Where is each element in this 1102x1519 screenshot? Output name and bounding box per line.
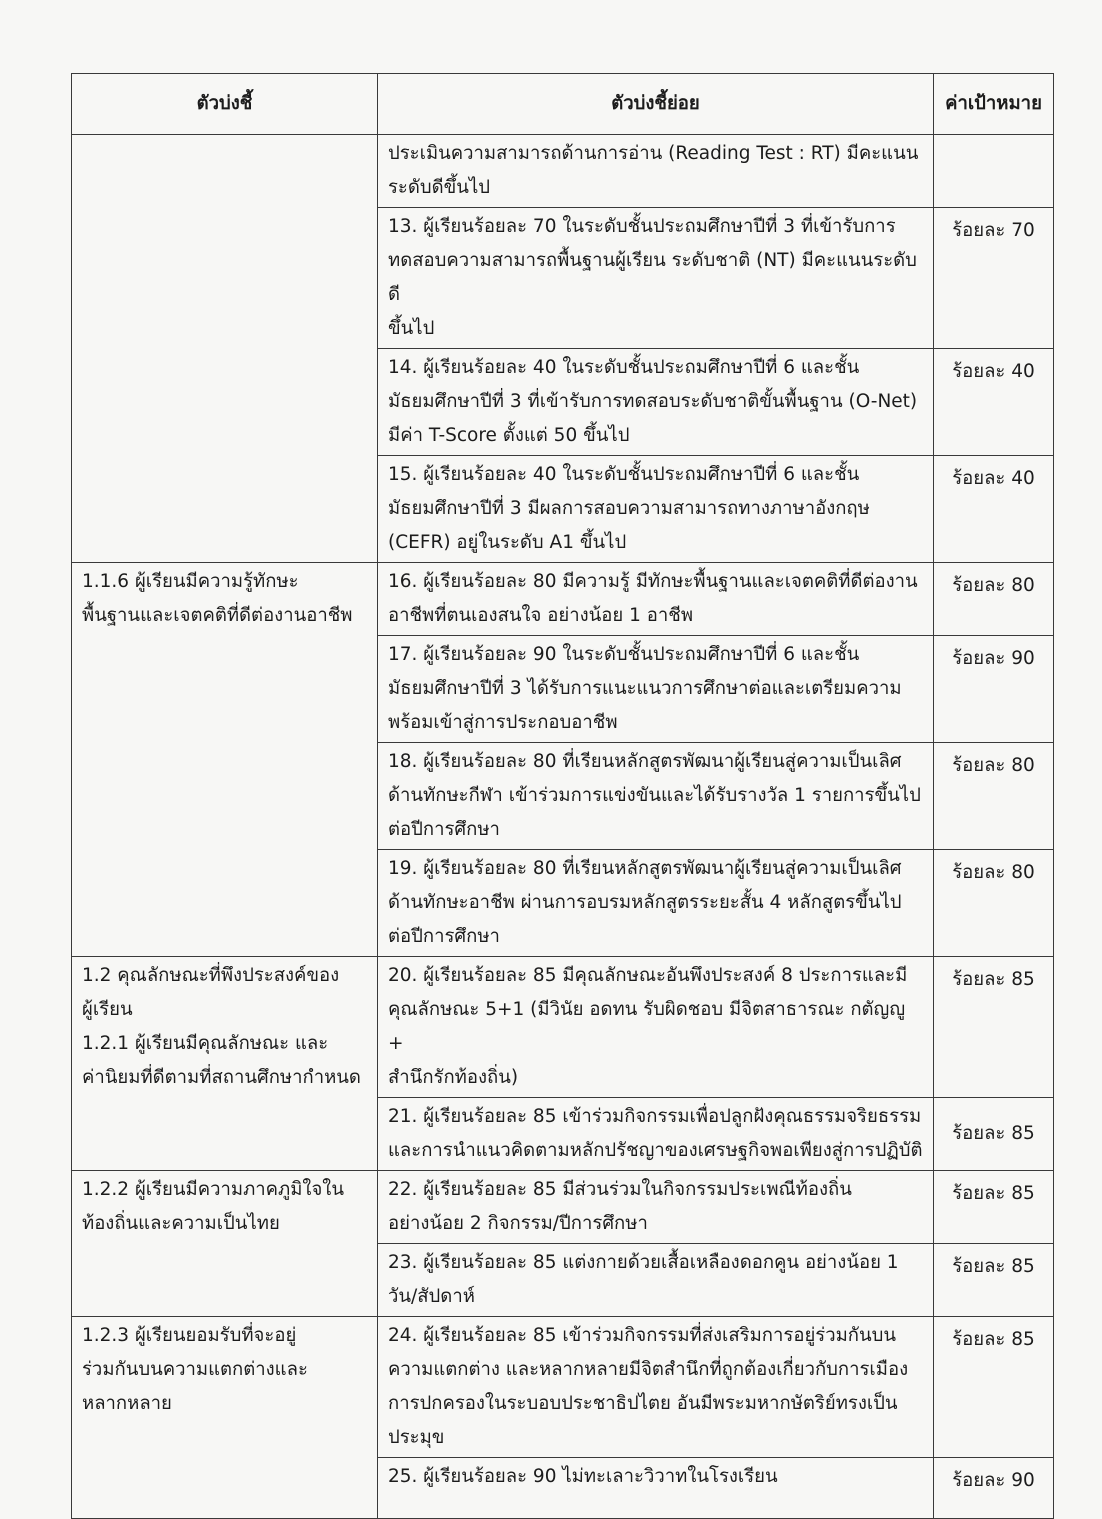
target-cell: ร้อยละ 80 xyxy=(934,850,1054,957)
target-cell: ร้อยละ 85 xyxy=(934,1098,1054,1171)
table-header-row xyxy=(72,74,1054,135)
header-sub-indicator: ตัวบ่งชี้ย่อย xyxy=(378,74,934,135)
target-cell: ร้อยละ 80 xyxy=(934,563,1054,636)
table-row xyxy=(72,1171,1054,1244)
sub-indicator-cell: 24. ผู้เรียนร้อยละ 85 เข้าร่วมกิจกรรมที่ส่งเสริมการอยู่ร่วมกันบน ความแตกต่าง และหลากหลายมีจิตสำนึกที่ถูกต้องเกี่ยวกับการเมือง การปกครองในระบอบประชาธิปไตย อันมีพระมหากษัตริย์ทรงเป็น ประมุข xyxy=(378,1317,934,1458)
sub-indicator-cell: 20. ผู้เรียนร้อยละ 85 มีคุณลักษณะอันพึงประสงค์ 8 ประการและมี คุณลักษณะ 5+1 (มีวินัย อดทน รับผิดชอบ มีจิตสาธารณะ กตัญญู + สำนึกรักท้องถิ่น) xyxy=(378,957,934,1098)
indicator-cell: 1.2.3 ผู้เรียนยอมรับที่จะอยู่ ร่วมกันบนความแตกต่างและ หลากหลาย xyxy=(72,1317,378,1519)
target-cell: ร้อยละ 85 xyxy=(934,1244,1054,1317)
target-cell: ร้อยละ 85 xyxy=(934,1171,1054,1244)
sub-indicator-cell: 16. ผู้เรียนร้อยละ 80 มีความรู้ มีทักษะพื้นฐานและเจตคติที่ดีต่องาน อาชีพที่ตนเองสนใจ อย่างน้อย 1 อาชีพ xyxy=(378,563,934,636)
target-cell: ร้อยละ 70 xyxy=(934,208,1054,349)
sub-indicator-cell: 19. ผู้เรียนร้อยละ 80 ที่เรียนหลักสูตรพัฒนาผู้เรียนสู่ความเป็นเลิศ ด้านทักษะอาชีพ ผ่านการอบรมหลักสูตรระยะสั้น 4 หลักสูตรขึ้นไป ต่อปีการศึกษา xyxy=(378,850,934,957)
indicator-cell: 1.2.2 ผู้เรียนมีความภาคภูมิใจใน ท้องถิ่นและความเป็นไทย xyxy=(72,1171,378,1317)
target-cell: ร้อยละ 40 xyxy=(934,349,1054,456)
target-cell: ร้อยละ 85 xyxy=(934,957,1054,1098)
target-cell: ร้อยละ 90 xyxy=(934,636,1054,743)
table-row xyxy=(72,957,1054,1098)
indicator-cell xyxy=(72,135,378,563)
target-cell: ร้อยละ 85 xyxy=(934,1317,1054,1458)
sub-indicator-cell: 23. ผู้เรียนร้อยละ 85 แต่งกายด้วยเสื้อเหลืองดอกคูน อย่างน้อย 1 วัน/สัปดาห์ xyxy=(378,1244,934,1317)
table-row xyxy=(72,1317,1054,1458)
indicator-cell: 1.1.6 ผู้เรียนมีความรู้ทักษะ พื้นฐานและเจตคติที่ดีต่องานอาชีพ xyxy=(72,563,378,957)
header-target: ค่าเป้าหมาย xyxy=(934,74,1054,135)
header-indicator: ตัวบ่งชี้ xyxy=(72,74,378,135)
sub-indicator-cell: 18. ผู้เรียนร้อยละ 80 ที่เรียนหลักสูตรพัฒนาผู้เรียนสู่ความเป็นเลิศ ด้านทักษะกีฬา เข้าร่วมการแข่งขันและได้รับรางวัล 1 รายการขึ้นไป ต่อปีการศึกษา xyxy=(378,743,934,850)
sub-indicator-cell: 13. ผู้เรียนร้อยละ 70 ในระดับชั้นประถมศึกษาปีที่ 3 ที่เข้ารับการ ทดสอบความสามารถพื้นฐานผู้เรียน ระดับชาติ (NT) มีคะแนนระดับดี ขึ้นไป xyxy=(378,208,934,349)
sub-indicator-cell: 15. ผู้เรียนร้อยละ 40 ในระดับชั้นประถมศึกษาปีที่ 6 และชั้น มัธยมศึกษาปีที่ 3 มีผลการสอบความสามารถทางภาษาอังกฤษ (CEFR) อยู่ในระดับ A1 ขึ้นไป xyxy=(378,456,934,563)
sub-indicator-cell: 22. ผู้เรียนร้อยละ 85 มีส่วนร่วมในกิจกรรมประเพณีท้องถิ่น อย่างน้อย 2 กิจกรรม/ปีการศึกษา xyxy=(378,1171,934,1244)
sub-indicator-cell: 17. ผู้เรียนร้อยละ 90 ในระดับชั้นประถมศึกษาปีที่ 6 และชั้น มัธยมศึกษาปีที่ 3 ได้รับการแนะแนวการศึกษาต่อและเตรียมความ พร้อมเข้าสู่การประกอบอาชีพ xyxy=(378,636,934,743)
sub-indicator-cell: 14. ผู้เรียนร้อยละ 40 ในระดับชั้นประถมศึกษาปีที่ 6 และชั้น มัธยมศึกษาปีที่ 3 ที่เข้ารับการทดสอบระดับชาติขั้นพื้นฐาน (O-Net) มีค่า T-Score ตั้งแต่ 50 ขึ้นไป xyxy=(378,349,934,456)
sub-indicator-cell: 25. ผู้เรียนร้อยละ 90 ไม่ทะเลาะวิวาทในโรงเรียน xyxy=(378,1458,934,1519)
indicator-table xyxy=(71,73,1054,1519)
indicator-cell: 1.2 คุณลักษณะที่พึงประสงค์ของ ผู้เรียน 1.2.1 ผู้เรียนมีคุณลักษณะ และ ค่านิยมที่ดีตามที่สถานศึกษากำหนด xyxy=(72,957,378,1171)
target-cell: ร้อยละ 40 xyxy=(934,456,1054,563)
table-row xyxy=(72,135,1054,208)
sub-indicator-cell: ประเมินความสามารถด้านการอ่าน (Reading Test : RT) มีคะแนน ระดับดีขึ้นไป xyxy=(378,135,934,208)
target-cell: ร้อยละ 90 xyxy=(934,1458,1054,1519)
target-cell xyxy=(934,135,1054,208)
sub-indicator-cell: 21. ผู้เรียนร้อยละ 85 เข้าร่วมกิจกรรมเพื่อปลูกฝังคุณธรรมจริยธรรม และการนำแนวคิดตามหลักปรัชญาของเศรษฐกิจพอเพียงสู่การปฏิบัติ xyxy=(378,1098,934,1171)
target-cell: ร้อยละ 80 xyxy=(934,743,1054,850)
table-row xyxy=(72,563,1054,636)
